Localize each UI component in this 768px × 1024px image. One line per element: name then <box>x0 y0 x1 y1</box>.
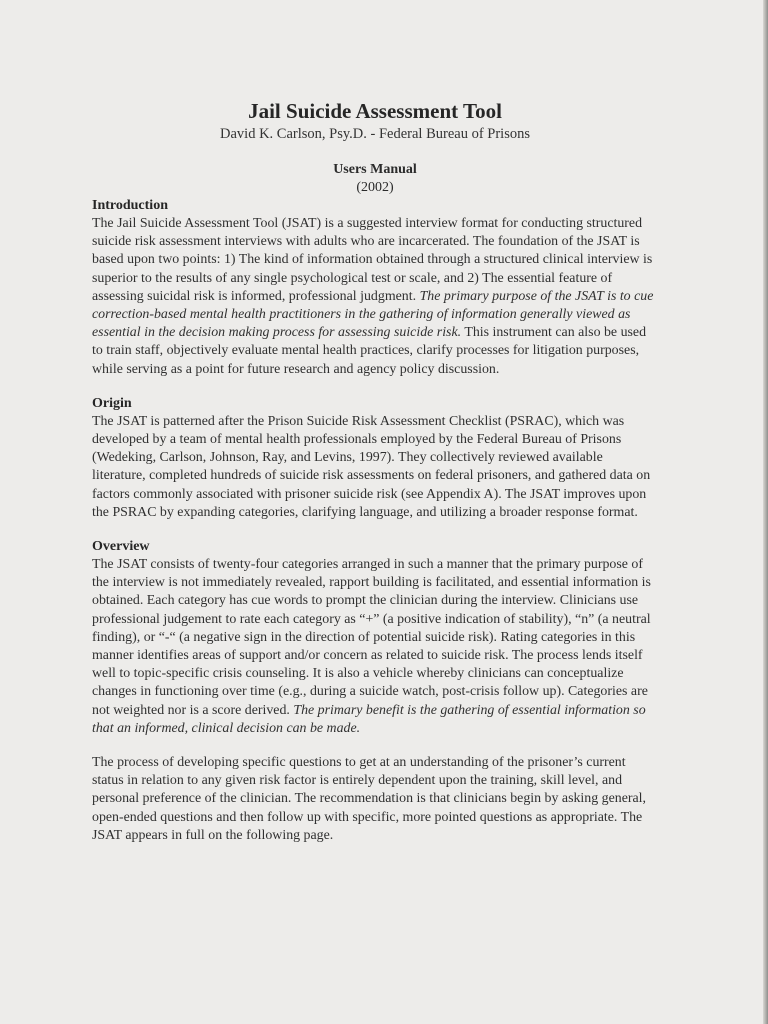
introduction-paragraph <box>92 215 658 379</box>
overview-text-italic: The primary benefit is the gathering of essential information so that an informed, clinical decision can be made. <box>92 702 646 736</box>
section-heading-introduction: Introduction <box>92 198 168 213</box>
introduction-text-a: The Jail Suicide Assessment Tool (JSAT) is a suggested interview format for conducting structured suicide risk assessment interviews with adults who are incarcerated. The foundation of the JSAT is based upon two points: 1) The kind of information obtained through a structured clinical interview is superior to the results of any single psychological test or scale, and 2) The essential feature of assessing suicidal risk is informed, professional judgment. <box>92 216 653 304</box>
section-heading-origin: Origin <box>92 395 132 411</box>
document-author: David K. Carlson, Psy.D. - Federal Bureau of Prisons <box>220 126 530 142</box>
overview-paragraph <box>92 556 658 738</box>
introduction-text-italic: The primary purpose of the JSAT is to cue correction-based mental health practitioners in the gathering of information generally viewed as essential in the decision making process for assessing suicide risk. <box>92 288 654 341</box>
overview-text-a: The JSAT consists of twenty-four categories arranged in such a manner that the primary purpose of the interview is not immediately revealed, rapport building is facilitated, and essential information is obtained. Each category has cue words to prompt the clinician during the interview. Clinicians use professional judgement to rate each category as “+” (a positive indication of stability), “n” (a neutral finding), or “-“ (a negative sign in the direction of potential suicide risk). Rating categories in this manner identifies areas of support and/or concern as related to suicide risk. The process lends itself well to topic-specific crisis counseling. It is also a vehicle whereby clinicians can conceptualize changes in functioning over time (e.g., during a suicide watch, post-crisis follow up). Categories are not weighted nor is a score derived. <box>92 557 651 718</box>
page-content <box>92 97 658 845</box>
manual-year: (2002) <box>356 180 394 195</box>
introduction-text-b: This instrument can also be used to train staff, objectively evaluate mental health practices, clarify processes for litigation purposes, while serving as a point for future research and agency policy discussion. <box>92 325 647 377</box>
document-title: Jail Suicide Assessment Tool <box>248 99 502 123</box>
manual-label: Users Manual <box>333 162 417 177</box>
origin-paragraph: The JSAT is patterned after the Prison Suicide Risk Assessment Checklist (PSRAC), which was developed by a team of mental health professionals employed by the Federal Bureau of Prisons (Wedeking, Carlson, Johnson, Ray, and Levins, 1997). They collectively reviewed available literature, completed hundreds of suicide risk assessments on federal prisoners, and gathered data on factors commonly associated with prisoner suicide risk (see Appendix A). The JSAT improves upon the PSRAC by expanding categories, clarifying language, and utilizing a broader response format. <box>92 413 651 520</box>
section-heading-overview: Overview <box>92 539 150 555</box>
overview-paragraph-2: The process of developing specific questions to get at an understanding of the prisoner’s current status in relation to any given risk factor is entirely dependent upon the training, skill level, and personal preference of the clinician. The recommendation is that clinicians begin by asking general, open-ended questions and then follow up with specific, more pointed questions as appropriate. The JSAT appears in full on the following page. <box>92 755 647 843</box>
page-edge-shadow <box>763 0 768 1024</box>
